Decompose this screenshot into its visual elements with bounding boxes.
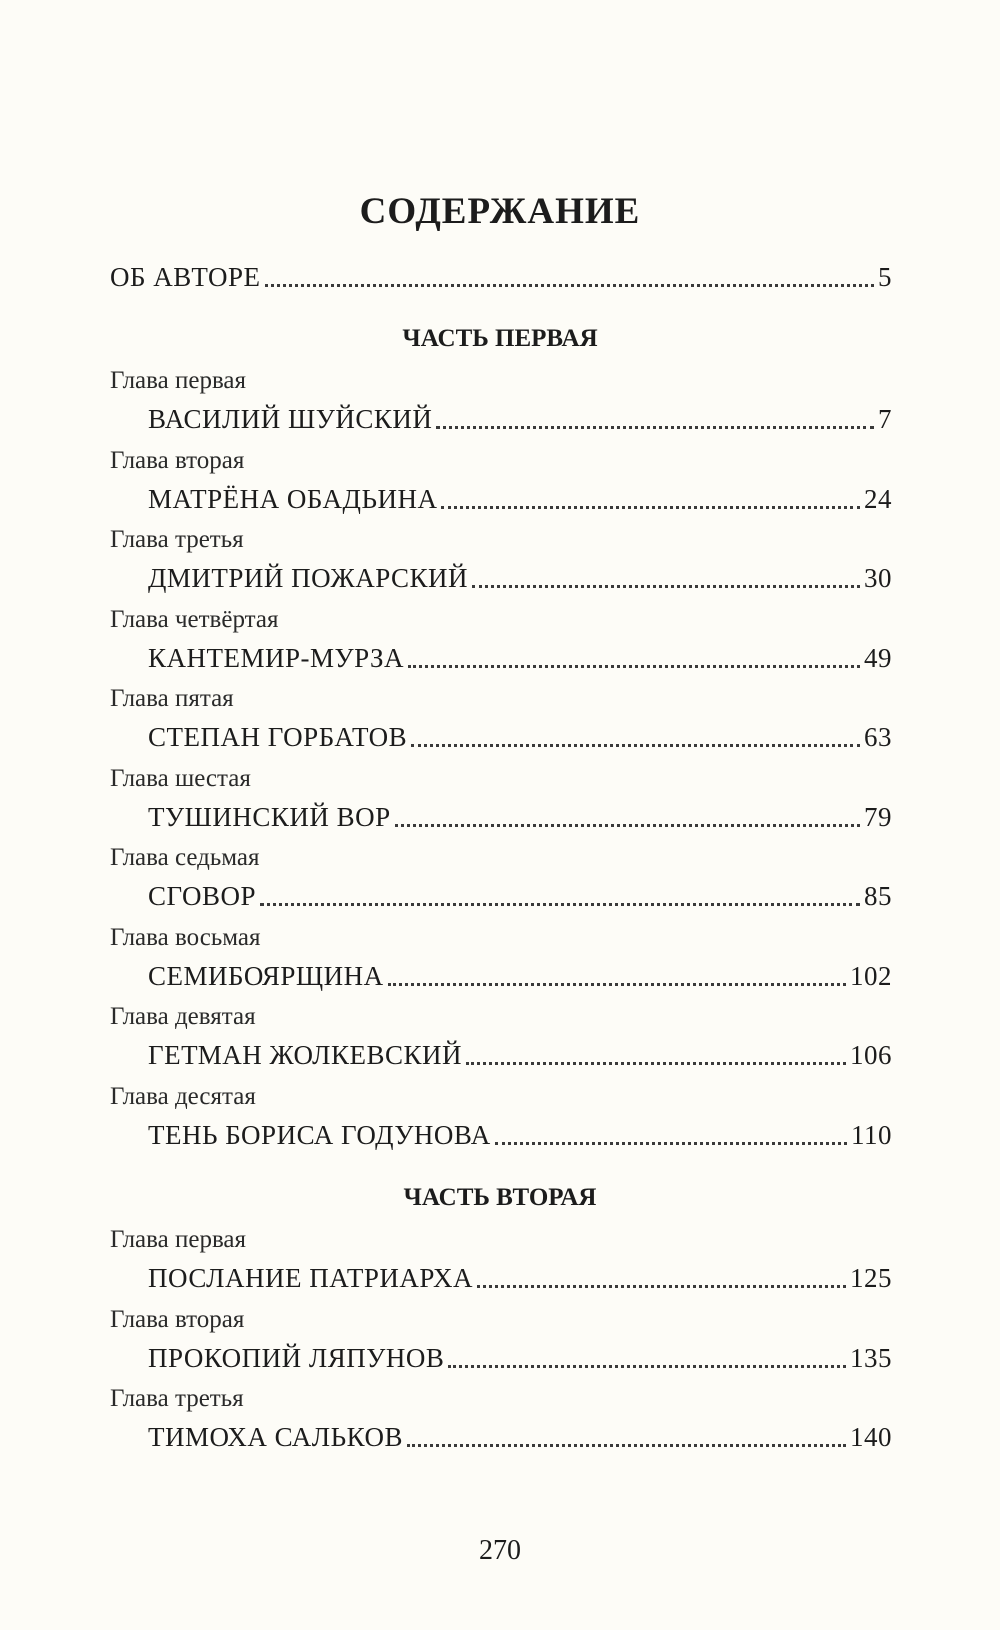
chapter-label: Глава девятая	[110, 1003, 256, 1030]
chapter-label: Глава третья	[110, 1385, 244, 1412]
toc-entry	[148, 1038, 892, 1072]
toc-entry	[148, 959, 892, 993]
entry-page: 5	[878, 262, 892, 292]
entry-title: СТЕПАН ГОРБАТОВ	[148, 722, 408, 752]
entry-title: ВАСИЛИЙ ШУЙСКИЙ	[148, 404, 433, 434]
toc-entry	[148, 800, 892, 834]
entry-title: МАТРЁНА ОБАДЬИНА	[148, 483, 438, 514]
chapter-label: Глава восьмая	[110, 923, 261, 951]
dot-leader	[477, 1285, 846, 1288]
toc-entry	[148, 1261, 892, 1295]
chapter-label: Глава четвёртая	[110, 605, 279, 633]
entry-page: 30	[864, 563, 892, 593]
dot-leader	[395, 824, 860, 827]
toc-entry	[148, 561, 892, 595]
toc-entry	[148, 641, 892, 675]
entry-title: ГЕТМАН ЖОЛКЕВСКИЙ	[148, 1040, 463, 1070]
chapter-label: Глава седьмая	[110, 844, 260, 871]
toc-entry	[148, 1420, 892, 1454]
part-heading: ЧАСТЬ ВТОРАЯ	[403, 1184, 597, 1211]
entry-title: ОБ АВТОРЕ	[110, 262, 261, 292]
entry-title: СЕМИБОЯРЩИНА	[148, 960, 384, 991]
entry-page: 63	[864, 722, 892, 752]
entry-page: 7	[878, 404, 892, 434]
entry-title: СГОВОР	[148, 881, 256, 911]
toc-entry	[148, 1118, 892, 1152]
chapter-label: Глава вторая	[110, 446, 245, 474]
dot-leader	[411, 744, 860, 747]
dot-leader	[441, 506, 860, 509]
dot-leader	[436, 426, 874, 429]
dot-leader	[472, 585, 860, 588]
toc-title: СОДЕРЖАНИЕ	[359, 191, 641, 232]
entry-title: ПРОКОПИЙ ЛЯПУНОВ	[148, 1342, 445, 1373]
entry-page: 140	[850, 1422, 892, 1452]
chapter-label: Глава вторая	[110, 1305, 245, 1333]
entry-page: 79	[864, 801, 892, 832]
entry-title: ТЕНЬ БОРИСА ГОДУНОВА	[148, 1119, 491, 1150]
entry-page: 125	[850, 1263, 892, 1293]
chapter-label: Глава первая	[110, 1226, 247, 1253]
toc-entry	[148, 402, 892, 436]
entry-page: 135	[850, 1342, 892, 1373]
toc-entry	[148, 482, 892, 516]
entry-title: ДМИТРИЙ ПОЖАРСКИЙ	[148, 563, 469, 593]
chapter-label: Глава шестая	[110, 764, 251, 792]
chapter-label: Глава пятая	[110, 685, 234, 712]
toc-entry	[148, 879, 892, 913]
entry-title: ТУШИНСКИЙ ВОР	[148, 801, 391, 832]
dot-leader	[495, 1142, 847, 1145]
dot-leader	[408, 665, 860, 668]
entry-title: ПОСЛАНИЕ ПАТРИАРХА	[148, 1263, 473, 1293]
part-heading: ЧАСТЬ ПЕРВАЯ	[402, 325, 598, 352]
entry-title: ТИМОХА САЛЬКОВ	[148, 1422, 403, 1452]
entry-page: 102	[850, 960, 892, 991]
toc-entry	[148, 1341, 892, 1375]
entry-page: 24	[864, 483, 892, 514]
dot-leader	[265, 284, 874, 287]
dot-leader	[388, 983, 846, 986]
entry-title: КАНТЕМИР-МУРЗА	[148, 642, 404, 673]
toc-entry-about	[110, 260, 892, 294]
dot-leader	[448, 1365, 846, 1368]
page-number: 270	[479, 1535, 521, 1566]
chapter-label: Глава десятая	[110, 1082, 256, 1110]
chapter-label: Глава первая	[110, 367, 247, 394]
entry-page: 85	[864, 881, 892, 911]
entry-page: 49	[864, 642, 892, 673]
chapter-label: Глава третья	[110, 526, 244, 553]
toc-entry	[148, 720, 892, 754]
entry-page: 106	[850, 1040, 892, 1070]
dot-leader	[407, 1444, 846, 1447]
dot-leader	[466, 1062, 846, 1065]
entry-page: 110	[851, 1119, 892, 1150]
dot-leader	[260, 903, 860, 906]
